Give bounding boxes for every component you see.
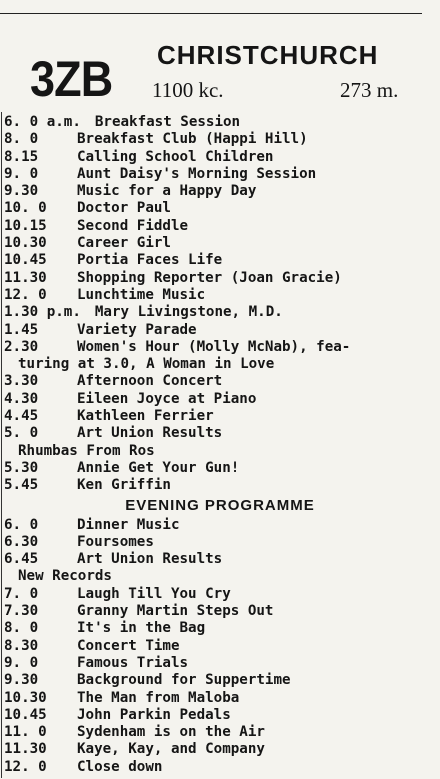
listing-row bbox=[4, 690, 436, 707]
listing-title: Shopping Reporter (Joan Gracie) bbox=[77, 269, 342, 286]
listing-time: 10.15 bbox=[4, 217, 47, 234]
listing-row bbox=[4, 655, 436, 672]
listing-title: Eileen Joyce at Piano bbox=[77, 390, 257, 407]
listing-row bbox=[4, 339, 436, 356]
station-header bbox=[0, 14, 440, 110]
listing-title: Mary Livingstone, M.D. bbox=[94, 304, 283, 321]
listing-row bbox=[4, 672, 436, 689]
listing-title: The Man from Maloba bbox=[77, 689, 240, 706]
station-code: 3ZB bbox=[30, 51, 113, 107]
listing-row bbox=[4, 149, 436, 166]
listing-row bbox=[4, 638, 436, 655]
listing-time: 10.45 bbox=[4, 252, 47, 269]
listing-row bbox=[4, 218, 436, 235]
listing-row bbox=[4, 200, 436, 217]
listing-row bbox=[4, 252, 436, 269]
section-heading: EVENING PROGRAMME bbox=[125, 496, 315, 514]
listing-time: 10.30 bbox=[4, 689, 47, 706]
listing-row bbox=[4, 425, 436, 442]
listing-title: Afternoon Concert bbox=[77, 373, 223, 390]
listing-row bbox=[4, 724, 436, 741]
listing-row bbox=[4, 183, 436, 200]
listing-title: Portia Faces Life bbox=[77, 252, 223, 269]
listing-title: Annie Get Your Gun! bbox=[77, 459, 240, 476]
listing-row bbox=[4, 322, 436, 339]
listing-row bbox=[4, 620, 436, 637]
listing-row bbox=[4, 517, 436, 534]
listing-title: Variety Parade bbox=[77, 321, 197, 338]
listing-row bbox=[4, 235, 436, 252]
listing-title: Foursomes bbox=[77, 533, 154, 550]
listing-continuation bbox=[4, 443, 436, 460]
listing-row bbox=[4, 586, 436, 603]
listing-title: Concert Time bbox=[77, 637, 180, 654]
listing-title: Lunchtime Music bbox=[77, 286, 206, 303]
listing-time: 5.30 bbox=[4, 459, 39, 476]
listing-row bbox=[4, 707, 436, 724]
listing-time: 11.30 bbox=[4, 741, 47, 758]
listing-title: Laugh Till You Cry bbox=[77, 585, 231, 602]
listing-row bbox=[4, 166, 436, 183]
listing-title: Sydenham is on the Air bbox=[77, 724, 265, 741]
listing-time: 12. 0 bbox=[4, 758, 47, 775]
listing-row bbox=[4, 270, 436, 287]
listing-title: Women's Hour (Molly McNab), fea- bbox=[77, 338, 351, 355]
station-frequency: 1100 kc. bbox=[152, 78, 224, 102]
listing-time: 6. 0 a.m. bbox=[4, 114, 81, 130]
listing-title: Breakfast Club (Happi Hill) bbox=[77, 131, 308, 148]
listing-row bbox=[4, 373, 436, 390]
listing-title: Famous Trials bbox=[77, 654, 189, 671]
listing-title: New Records bbox=[18, 568, 112, 585]
station-city: CHRISTCHURCH bbox=[157, 40, 379, 70]
listing-continuation bbox=[4, 356, 436, 373]
listing-row bbox=[4, 114, 436, 131]
listing-time: 3.30 bbox=[4, 373, 39, 390]
listing-time: 8. 0 bbox=[4, 131, 39, 148]
listing-title: Art Union Results bbox=[77, 551, 223, 568]
listing-time: 11. 0 bbox=[4, 724, 47, 741]
listing-title: Music for a Happy Day bbox=[77, 183, 257, 200]
listing-time: 8. 0 bbox=[4, 620, 39, 637]
listing-time: 10.30 bbox=[4, 235, 47, 252]
listing-time: 9.30 bbox=[4, 672, 39, 689]
listing-title: Granny Martin Steps Out bbox=[77, 603, 274, 620]
listing-title: turing at 3.0, A Woman in Love bbox=[18, 356, 275, 373]
listing-row bbox=[4, 131, 436, 148]
listing-title: Doctor Paul bbox=[77, 200, 171, 217]
listing-title: Close down bbox=[77, 758, 163, 775]
listing-time: 8.30 bbox=[4, 637, 39, 654]
programme-listings bbox=[4, 114, 436, 776]
listing-time: 4.30 bbox=[4, 390, 39, 407]
listing-title: Ken Griffin bbox=[77, 477, 171, 494]
listing-time: 9. 0 bbox=[4, 165, 39, 182]
listing-time: 7. 0 bbox=[4, 585, 39, 602]
listing-time: 5. 0 bbox=[4, 425, 39, 442]
listing-time: 6. 0 bbox=[4, 516, 39, 533]
listing-title: Art Union Results bbox=[77, 425, 223, 442]
listing-time: 12. 0 bbox=[4, 286, 47, 303]
listing-title: Background for Suppertime bbox=[77, 672, 291, 689]
listing-row bbox=[4, 603, 436, 620]
listing-time: 4.45 bbox=[4, 408, 39, 425]
listing-row bbox=[4, 551, 436, 568]
listing-title: Kathleen Ferrier bbox=[77, 408, 214, 425]
listing-row bbox=[4, 534, 436, 551]
listing-title: Kaye, Kay, and Company bbox=[77, 741, 265, 758]
listing-time: 9. 0 bbox=[4, 654, 39, 671]
listing-title: Career Girl bbox=[77, 235, 171, 252]
listing-title: It's in the Bag bbox=[77, 620, 206, 637]
listing-time: 6.30 bbox=[4, 533, 39, 550]
listing-row bbox=[4, 391, 436, 408]
listing-title: Breakfast Session bbox=[94, 114, 241, 130]
listing-row bbox=[4, 304, 436, 321]
listing-title: Second Fiddle bbox=[77, 217, 189, 234]
listing-title: Aunt Daisy's Morning Session bbox=[77, 165, 317, 182]
listing-title: John Parkin Pedals bbox=[77, 706, 231, 723]
listing-time: 7.30 bbox=[4, 603, 39, 620]
listing-row bbox=[4, 477, 436, 494]
left-rule bbox=[1, 112, 2, 778]
listing-time: 6.45 bbox=[4, 551, 39, 568]
listing-time: 9.30 bbox=[4, 183, 39, 200]
listing-title: Rhumbas From Ros bbox=[18, 442, 155, 459]
listing-title: Calling School Children bbox=[77, 148, 274, 165]
listing-time: 5.45 bbox=[4, 477, 39, 494]
listing-time: 11.30 bbox=[4, 269, 47, 286]
listing-time: 10.45 bbox=[4, 706, 47, 723]
listing-time: 1.30 p.m. bbox=[4, 304, 81, 321]
listing-time: 2.30 bbox=[4, 338, 39, 355]
listing-time: 8.15 bbox=[4, 148, 39, 165]
listing-row bbox=[4, 759, 436, 776]
listing-title: Dinner Music bbox=[77, 516, 180, 533]
listing-continuation bbox=[4, 568, 436, 585]
listing-row bbox=[4, 741, 436, 758]
listing-row bbox=[4, 408, 436, 425]
listing-row bbox=[4, 287, 436, 304]
station-wavelength: 273 m. bbox=[340, 78, 399, 102]
listing-time: 10. 0 bbox=[4, 200, 47, 217]
listing-time: 1.45 bbox=[4, 321, 39, 338]
listing-row bbox=[4, 460, 436, 477]
